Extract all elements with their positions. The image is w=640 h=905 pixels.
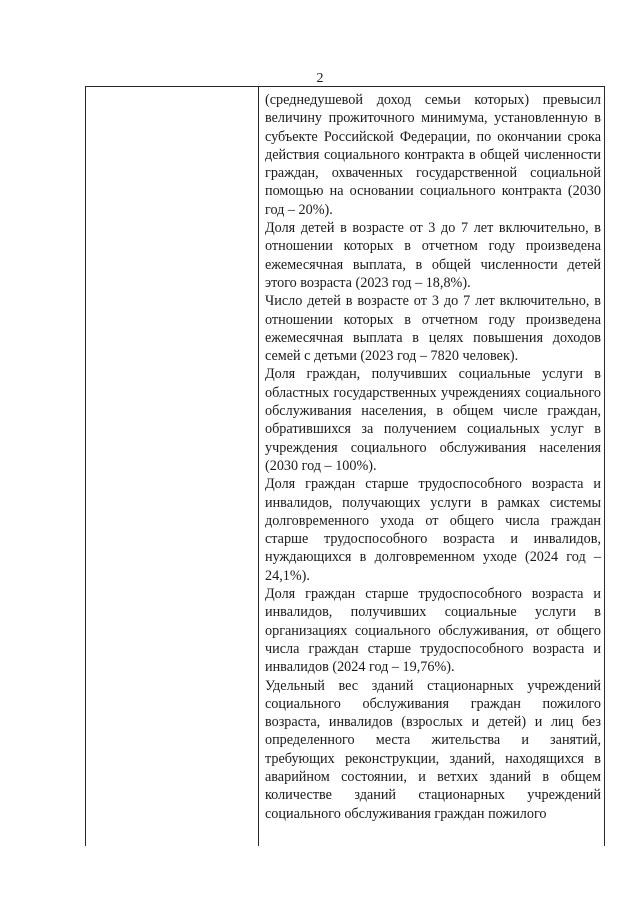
paragraph-income-share: (среднедушевой доход семьи которых) превысил величину прожиточного минимума, установленную в субъекте Российской Федерации, по окончании срока действия социального контракта в общей численности граждан, охваченных государственной социальной помощью на основании социального контракта (2030 год – 20%).: [265, 92, 601, 218]
paragraph-elderly-services-share: Доля граждан старше трудоспособного возраста и инвалидов, получивших социальные услуги в организациях социального обслуживания, от общего числа граждан старше трудоспособного возраста и инвалидов (2024 год – 19,76%).: [265, 586, 601, 676]
paragraph-social-services-share: Доля граждан, получивших социальные услуги в областных государственных учреждениях социального обслуживания населения, в общем числе граждан, обратившихся за получением социальных услуг в учреждения социального обслуживания населения (2030 год – 100%).: [265, 366, 601, 474]
document-table: [85, 86, 605, 846]
paragraph-buildings-share: Удельный вес зданий стационарных учреждений социального обслуживания граждан пожилого возраста, инвалидов (взрослых и детей) и лиц без определенного места жительства и занятий, требующих реконструкции, зданий, находящихся в аварийном состоянии, и ветхих зданий в общем количестве зданий стационарных учреждений социального обслуживания граждан пожилого: [265, 677, 601, 822]
paragraph-children-payment-share: Доля детей в возрасте от 3 до 7 лет включительно, в отношении которых в отчетном году произведена ежемесячная выплата, в общей численности детей этого возраста (2023 год – 18,8%).: [265, 220, 601, 291]
paragraph-children-payment-count: Число детей в возрасте от 3 до 7 лет включительно, в отношении которых в отчетном году произведена ежемесячная выплата в целях повышения доходов семей с детьми (2023 год – 7820 человек).: [265, 293, 601, 365]
table-right-cell: [265, 91, 601, 823]
paragraph-long-term-care-share: Доля граждан старше трудоспособного возраста и инвалидов, получающих услуги в рамках системы долговременного ухода от общего числа граждан старше трудоспособного возраста и инвалидов, нуждающихся в долговременном уходе (2024 год – 24,1%).: [265, 476, 601, 584]
column-divider: [258, 87, 259, 846]
page-number: 2: [316, 71, 324, 86]
